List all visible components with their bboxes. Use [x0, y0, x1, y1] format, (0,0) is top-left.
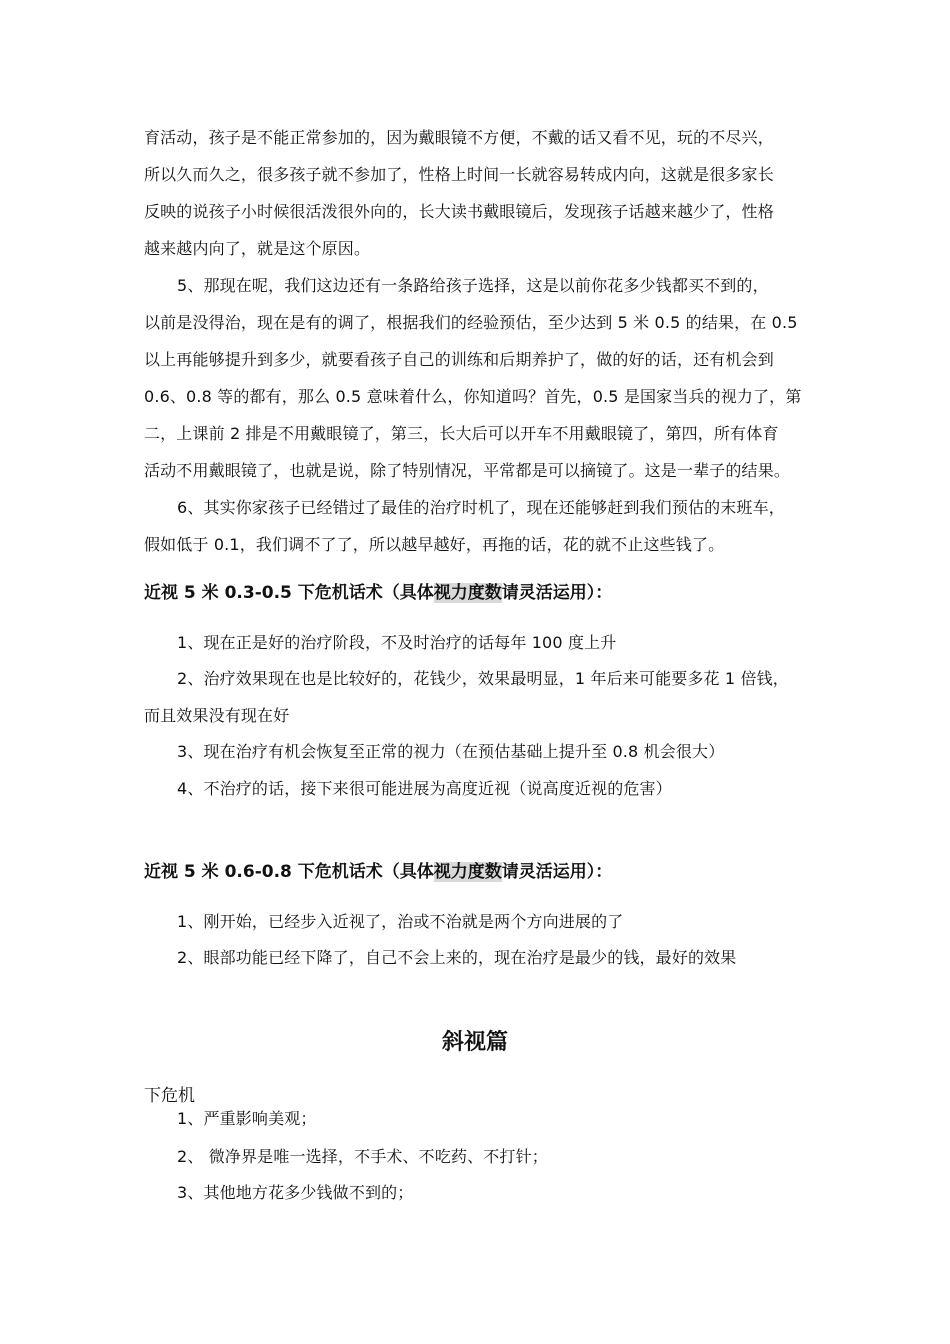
list-item: 1、现在正是好的治疗阶段，不及时治疗的话每年 100 度上升	[177, 633, 617, 652]
list-item: 4、不治疗的话，接下来很可能进展为高度近视（说高度近视的危害）	[177, 779, 672, 798]
paragraph-line: 5、那现在呢，我们这边还有一条路给孩子选择，这是以前你花多少钱都买不到的，	[177, 276, 769, 295]
paragraph-line: 活动不用戴眼镜了，也就是说，除了特别情况，平常都是可以摘镜了。这是一辈子的结果。	[144, 461, 791, 480]
list-item: 3、现在治疗有机会恢复至正常的视力（在预估基础上提升至 0.8 机会很大）	[177, 742, 725, 761]
list-item: 3、其他地方花多少钱做不到的；	[177, 1183, 414, 1202]
subheading: 下危机	[144, 1086, 195, 1106]
paragraph-line: 反映的说孩子小时候很活泼很外向的，长大读书戴眼镜后，发现孩子话越来越少了，性格	[144, 202, 774, 221]
page-title: 斜视篇	[441, 1030, 508, 1055]
list-item-continuation: 而且效果没有现在好	[144, 706, 290, 725]
paragraph-line: 以前是没得治，现在是有的调了，根据我们的经验预估，至少达到 5 米 0.5 的结果，在 0.5	[144, 313, 798, 332]
paragraph-line: 6、其实你家孩子已经错过了最佳的治疗时机了，现在还能够赶到我们预估的末班车，	[177, 498, 785, 517]
section-heading	[144, 860, 612, 884]
list-item: 2、治疗效果现在也是比较好的，花钱少，效果最明显，1 年后来可能要多花 1 倍钱，	[177, 669, 789, 688]
paragraph-line: 假如低于 0.1，我们调不了了，所以越早越好，再拖的话，花的就不止这些钱了。	[144, 535, 725, 554]
paragraph-line: 育活动，孩子是不能正常参加的，因为戴眼镜不方便，不戴的话又看不见，玩的不尽兴，	[144, 128, 774, 147]
heading-text: 近视 5 米 0.3-0.5 下危机话术（具体	[144, 583, 434, 603]
heading-text: 请灵活运用）：	[501, 862, 613, 882]
paragraph-line: 以上再能够提升到多少，就要看孩子自己的训练和后期养护了，做的好的话，还有机会到	[144, 350, 774, 369]
highlighted-text: 视力度数	[433, 862, 502, 882]
highlighted-text: 视力度数	[433, 583, 502, 603]
paragraph-line: 0.6、0.8 等的都有，那么 0.5 意味着什么，你知道吗？首先，0.5 是国家当兵的视力了，第	[144, 387, 802, 406]
list-item: 1、刚开始，已经步入近视了，治或不治就是两个方向进展的了	[177, 912, 624, 931]
section-heading	[144, 581, 612, 605]
paragraph-line: 二，上课前 2 排是不用戴眼镜了，第三，长大后可以开车不用戴眼镜了，第四，所有体育	[144, 424, 779, 443]
list-item: 2、 微净界是唯一选择，不手术、不吃药、不打针；	[177, 1147, 548, 1166]
list-item: 1、严重影响美观；	[177, 1109, 317, 1128]
heading-text: 请灵活运用）：	[501, 583, 613, 603]
paragraph-line: 所以久而久之，很多孩子就不参加了，性格上时间一长就容易转成内向，这就是很多家长	[144, 165, 774, 184]
list-item: 2、眼部功能已经下降了，自己不会上来的，现在治疗是最少的钱，最好的效果	[177, 948, 737, 967]
heading-text: 近视 5 米 0.6-0.8 下危机话术（具体	[144, 862, 434, 882]
paragraph-line: 越来越内向了，就是这个原因。	[144, 239, 371, 258]
